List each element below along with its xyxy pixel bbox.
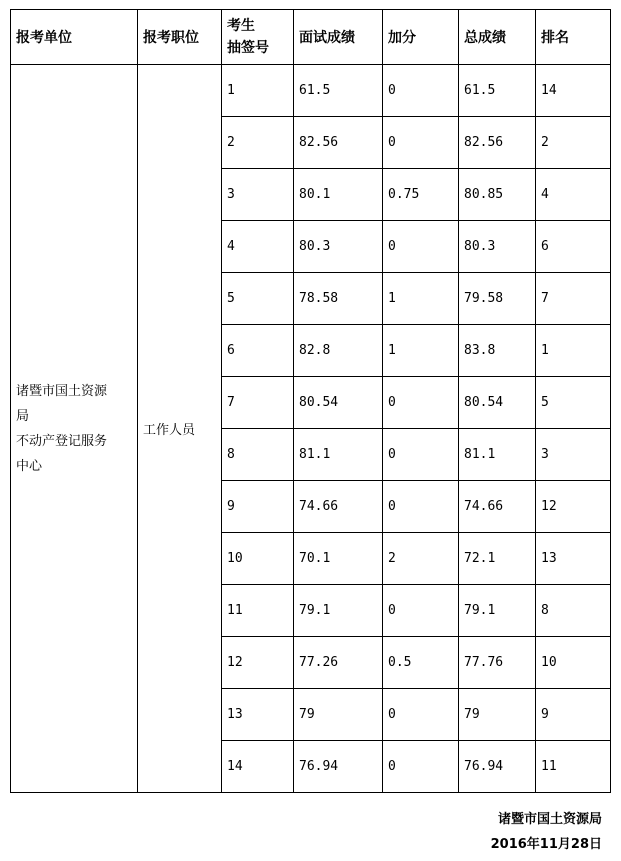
interview-score-cell: 70.1	[294, 533, 383, 585]
interview-score-cell: 74.66	[294, 481, 383, 533]
draw-number-cell: 6	[222, 325, 294, 377]
interview-score-cell: 79	[294, 689, 383, 741]
bonus-cell: 2	[383, 533, 459, 585]
unit-name-line: 诸暨市国土资源	[16, 383, 108, 399]
draw-number-cell: 5	[222, 273, 294, 325]
bonus-cell: 0.75	[383, 169, 459, 221]
header-draw-number-line1: 考生	[227, 18, 255, 34]
total-score-cell: 80.54	[459, 377, 536, 429]
rank-cell: 3	[536, 429, 611, 481]
rank-cell: 14	[536, 65, 611, 117]
header-unit: 报考单位	[11, 10, 138, 65]
rank-cell: 13	[536, 533, 611, 585]
draw-number-cell: 1	[222, 65, 294, 117]
header-bonus: 加分	[383, 10, 459, 65]
unit-name-line: 不动产登记服务	[16, 433, 108, 449]
draw-number-cell: 14	[222, 741, 294, 793]
interview-score-cell: 80.1	[294, 169, 383, 221]
draw-number-cell: 4	[222, 221, 294, 273]
table-row	[11, 65, 611, 117]
bonus-cell: 0	[383, 117, 459, 169]
draw-number-cell: 7	[222, 377, 294, 429]
draw-number-cell: 13	[222, 689, 294, 741]
bonus-cell: 0	[383, 65, 459, 117]
interview-score-cell: 81.1	[294, 429, 383, 481]
total-score-cell: 79.1	[459, 585, 536, 637]
rank-cell: 7	[536, 273, 611, 325]
header-total-score: 总成绩	[459, 10, 536, 65]
rank-cell: 2	[536, 117, 611, 169]
header-row	[11, 10, 611, 65]
rank-cell: 1	[536, 325, 611, 377]
total-score-cell: 83.8	[459, 325, 536, 377]
draw-number-cell: 12	[222, 637, 294, 689]
total-score-cell: 74.66	[459, 481, 536, 533]
rank-cell: 12	[536, 481, 611, 533]
unit-name-cell	[11, 65, 138, 793]
interview-score-cell: 76.94	[294, 741, 383, 793]
rank-cell: 5	[536, 377, 611, 429]
total-score-cell: 80.3	[459, 221, 536, 273]
interview-score-cell: 80.54	[294, 377, 383, 429]
total-score-cell: 77.76	[459, 637, 536, 689]
rank-cell: 8	[536, 585, 611, 637]
total-score-cell: 82.56	[459, 117, 536, 169]
draw-number-cell: 11	[222, 585, 294, 637]
draw-number-cell: 2	[222, 117, 294, 169]
interview-score-cell: 82.56	[294, 117, 383, 169]
header-interview-score: 面试成绩	[294, 10, 383, 65]
bonus-cell: 0	[383, 741, 459, 793]
total-score-cell: 79.58	[459, 273, 536, 325]
footer-organization: 诸暨市国土资源局	[497, 812, 602, 827]
rank-cell: 6	[536, 221, 611, 273]
header-draw-number-line2: 抽签号	[227, 40, 269, 56]
bonus-cell: 0	[383, 585, 459, 637]
footer-date: 2016年11月28日	[490, 837, 602, 852]
bonus-cell: 0.5	[383, 637, 459, 689]
header-rank: 排名	[536, 10, 611, 65]
interview-score-cell: 79.1	[294, 585, 383, 637]
draw-number-cell: 9	[222, 481, 294, 533]
position-name-cell: 工作人员	[138, 65, 222, 793]
total-score-cell: 79	[459, 689, 536, 741]
interview-score-cell: 77.26	[294, 637, 383, 689]
header-position: 报考职位	[138, 10, 222, 65]
header-draw-number	[222, 10, 294, 65]
total-score-cell: 81.1	[459, 429, 536, 481]
total-score-cell: 61.5	[459, 65, 536, 117]
rank-cell: 10	[536, 637, 611, 689]
rank-cell: 11	[536, 741, 611, 793]
total-score-cell: 76.94	[459, 741, 536, 793]
bonus-cell: 1	[383, 273, 459, 325]
rank-cell: 4	[536, 169, 611, 221]
draw-number-cell: 3	[222, 169, 294, 221]
bonus-cell: 1	[383, 325, 459, 377]
bonus-cell: 0	[383, 429, 459, 481]
draw-number-cell: 10	[222, 533, 294, 585]
draw-number-cell: 8	[222, 429, 294, 481]
score-table	[10, 9, 611, 793]
interview-score-cell: 61.5	[294, 65, 383, 117]
total-score-cell: 80.85	[459, 169, 536, 221]
bonus-cell: 0	[383, 481, 459, 533]
bonus-cell: 0	[383, 689, 459, 741]
unit-name-line: 局	[16, 408, 30, 424]
interview-score-cell: 80.3	[294, 221, 383, 273]
rank-cell: 9	[536, 689, 611, 741]
interview-score-cell: 82.8	[294, 325, 383, 377]
total-score-cell: 72.1	[459, 533, 536, 585]
interview-score-cell: 78.58	[294, 273, 383, 325]
unit-name-line: 中心	[16, 458, 43, 474]
bonus-cell: 0	[383, 221, 459, 273]
bonus-cell: 0	[383, 377, 459, 429]
table-body	[11, 65, 611, 793]
